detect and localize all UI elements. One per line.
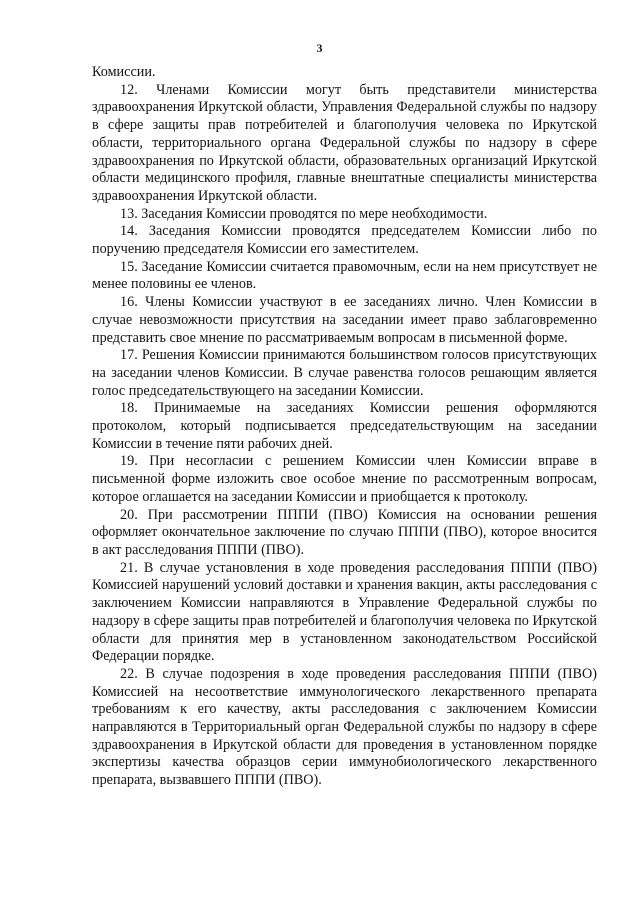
paragraph-continuation: Комиссии. bbox=[92, 64, 156, 80]
document-body bbox=[92, 64, 597, 790]
paragraph-21: 21. В случае установления в ходе проведения расследования ПППИ (ПВО) Комиссией нарушений условий доставки и хранения вакцин, акты расследования с заключением Комиссии направляются в Управление Федеральной службы по надзору в сфере защиты прав потребителей и благополучия человека по Иркутской области для принятия мер в установленном законодательством Российской Федерации порядке. bbox=[92, 559, 597, 665]
paragraph-19: 19. При несогласии с решением Комиссии член Комиссии вправе в письменной форме изложить свое особое мнение по рассмотренным вопросам, которое оглашается на заседании Комиссии и приобщается к протоколу. bbox=[92, 453, 597, 505]
paragraph-20: 20. При рассмотрении ПППИ (ПВО) Комиссия на основании решения оформляет окончательное заключение по случаю ПППИ (ПВО), которое вносится в акт расследования ПППИ (ПВО). bbox=[92, 506, 597, 558]
paragraph-15: 15. Заседание Комиссии считается правомочным, если на нем присутствует не менее половины ее членов. bbox=[92, 258, 597, 293]
paragraph-13: 13. Заседания Комиссии проводятся по мере необходимости. bbox=[120, 205, 488, 222]
page-number: 3 bbox=[316, 41, 323, 55]
paragraph-22: 22. В случае подозрения в ходе проведения расследования ПППИ (ПВО) Комиссией на несоответствие иммунологического лекарственного препарата требованиям к его качеству, акты расследования с заключением Комиссии направляются в Территориальный орган Федеральной службы по надзору в сфере здравоохранения в Иркутской области для проведения в установленном порядке экспертизы качества образцов серии иммунобиологического лекарственного препарата, вызвавшего ПППИ (ПВО). bbox=[92, 665, 597, 789]
paragraph-17: 17. Решения Комиссии принимаются большинством голосов присутствующих на заседании членов Комиссии. В случае равенства голосов решающим является голос председательствующего на заседании Комиссии. bbox=[92, 347, 597, 399]
paragraph-12: 12. Членами Комиссии могут быть представители министерства здравоохранения Иркутской области, Управления Федеральной службы по надзору в сфере защиты прав потребителей и благополучия человека по Иркутской области, территориального органа Федеральной службы по надзору в сфере здравоохранения по Иркутской области, образовательных организаций Иркутской области медицинского профиля, главные внештатные специалисты министерства здравоохранения Иркутской области. bbox=[92, 81, 597, 204]
paragraph-14: 14. Заседания Комиссии проводятся председателем Комиссии либо по поручению председателя Комиссии его заместителем. bbox=[92, 223, 597, 258]
paragraph-16: 16. Члены Комиссии участвуют в ее заседаниях лично. Член Комиссии в случае невозможности присутствия на заседании имеет право заблаговременно представить свое мнение по рассматриваемым вопросам в письменной форме. bbox=[92, 294, 597, 346]
paragraph-18: 18. Принимаемые на заседаниях Комиссии решения оформляются протоколом, который подписывается председательствующим на заседании Комиссии в течение пяти рабочих дней. bbox=[92, 400, 597, 452]
